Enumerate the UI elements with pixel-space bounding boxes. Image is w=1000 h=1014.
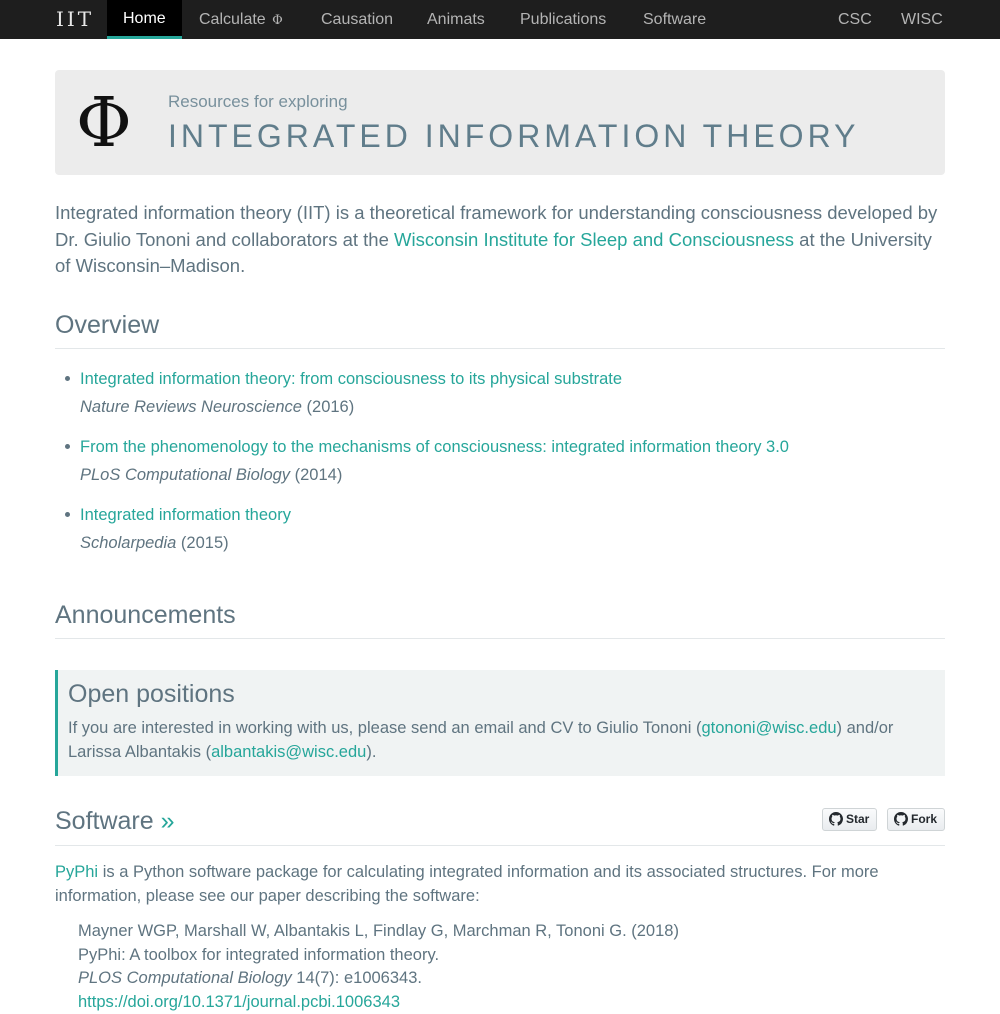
nav-home[interactable]: Home bbox=[107, 0, 182, 39]
publication-link[interactable]: Integrated information theory bbox=[80, 506, 291, 524]
bullet-icon bbox=[65, 376, 70, 381]
publication-journal: Nature Reviews Neuroscience bbox=[80, 398, 302, 416]
wisc-institute-link[interactable]: Wisconsin Institute for Sleep and Consciousness bbox=[394, 228, 795, 250]
list-item bbox=[80, 365, 622, 421]
software-description bbox=[55, 861, 945, 908]
bullet-icon bbox=[65, 512, 70, 517]
nav-calculate-label: Calculate bbox=[199, 11, 266, 28]
nav-calculate[interactable] bbox=[199, 0, 283, 39]
publication-link[interactable]: Integrated information theory: from consciousness to its physical substrate bbox=[80, 370, 623, 388]
callout-text bbox=[68, 717, 928, 764]
star-label: Star bbox=[846, 812, 870, 826]
publication-year: (2015) bbox=[180, 534, 229, 552]
software-description-text: is a Python software package for calculating integrated information and its associated structures. For more information, please see our paper describing the software: bbox=[55, 863, 879, 905]
software-more-link[interactable]: » bbox=[160, 807, 175, 835]
intro-text-after: at the University of Wisconsin–Madison. bbox=[55, 228, 932, 276]
publication-year: (2014) bbox=[294, 466, 343, 484]
github-star-button[interactable] bbox=[822, 808, 877, 831]
hero-subtitle: Resources for exploring bbox=[168, 92, 348, 111]
citation-authors: Mayner WGP, Marshall W, Albantakis L, Findlay G, Marchman R, Tononi G. (2018) bbox=[78, 922, 679, 940]
callout-title: Open positions bbox=[68, 680, 235, 708]
publication-year: (2016) bbox=[306, 398, 355, 416]
list-item bbox=[80, 433, 789, 489]
overview-heading: Overview bbox=[55, 311, 160, 339]
phi-icon: Φ bbox=[272, 13, 283, 28]
fork-label: Fork bbox=[911, 812, 938, 826]
nav-csc[interactable]: CSC bbox=[838, 11, 872, 28]
software-heading-text: Software bbox=[55, 807, 154, 835]
list-item bbox=[80, 501, 291, 557]
nav-wisc[interactable]: WISC bbox=[901, 11, 943, 28]
github-icon bbox=[829, 812, 843, 826]
publication-link[interactable]: From the phenomenology to the mechanisms of consciousness: integrated information theory 3.0 bbox=[80, 438, 789, 456]
phi-logo-icon: Φ bbox=[76, 84, 132, 163]
publication-journal: PLoS Computational Biology bbox=[80, 466, 291, 484]
github-fork-button[interactable] bbox=[887, 808, 945, 831]
top-navbar bbox=[0, 0, 1000, 39]
callout-text-part: ). bbox=[366, 742, 377, 761]
nav-animats[interactable]: Animats bbox=[427, 11, 485, 28]
citation-volume: 14(7): e1006343. bbox=[291, 969, 422, 987]
announcements-heading: Announcements bbox=[55, 601, 236, 629]
github-icon bbox=[894, 812, 908, 826]
citation-title: PyPhi: A toolbox for integrated information theory. bbox=[78, 945, 440, 964]
pyphi-citation bbox=[78, 920, 679, 1014]
nav-publications[interactable]: Publications bbox=[520, 11, 607, 28]
pyphi-link[interactable]: PyPhi bbox=[55, 863, 99, 881]
callout-text-part: ) and/or Larissa Albantakis ( bbox=[68, 719, 894, 761]
citation-journal: PLOS Computational Biology bbox=[78, 969, 292, 987]
intro-paragraph bbox=[55, 200, 945, 280]
nav-software[interactable]: Software bbox=[643, 11, 707, 28]
software-heading bbox=[55, 807, 175, 836]
bullet-icon bbox=[65, 444, 70, 449]
citation-doi-link[interactable]: https://doi.org/10.1371/journal.pcbi.1006343 bbox=[78, 992, 400, 1011]
publication-journal: Scholarpedia bbox=[80, 534, 177, 552]
hero-title: INTEGRATED INFORMATION THEORY bbox=[168, 118, 860, 154]
email-link-albantakis[interactable]: albantakis@wisc.edu bbox=[211, 742, 367, 761]
announcements-divider bbox=[55, 638, 945, 639]
software-divider bbox=[55, 845, 945, 846]
brand-logo[interactable]: IIT bbox=[56, 7, 95, 31]
nav-causation[interactable]: Causation bbox=[321, 11, 394, 28]
callout-text-part: If you are interested in working with us, please send an email and CV to Giulio Tononi ( bbox=[68, 719, 702, 737]
email-link-tononi[interactable]: gtononi@wisc.edu bbox=[701, 719, 837, 737]
citation-journal-line bbox=[78, 967, 679, 991]
overview-divider bbox=[55, 348, 945, 349]
intro-text-before: Integrated information theory (IIT) is a theoretical framework for understanding consciousness developed by Dr. Giulio Tononi and collaborators at the bbox=[55, 202, 938, 250]
